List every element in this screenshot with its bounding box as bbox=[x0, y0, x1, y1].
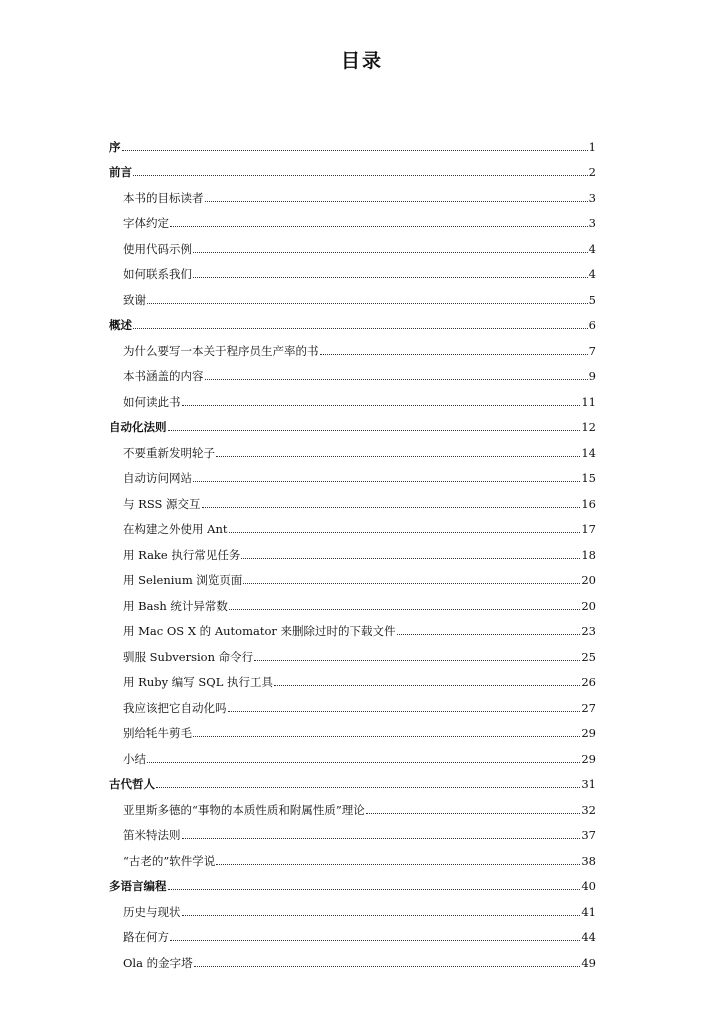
toc-page-number: 27 bbox=[581, 700, 596, 715]
toc-page-number: 37 bbox=[581, 828, 596, 842]
dot-leader bbox=[274, 684, 580, 686]
table-of-contents bbox=[109, 128, 596, 970]
dot-leader bbox=[147, 761, 580, 763]
toc-section-entry bbox=[109, 842, 596, 868]
toc-page-number: 4 bbox=[588, 267, 596, 281]
toc-page-number: 31 bbox=[581, 777, 596, 791]
toc-page-number: 23 bbox=[581, 624, 596, 638]
toc-page-number: 2 bbox=[588, 165, 596, 179]
toc-entry-label: 与 RSS 源交互 bbox=[123, 496, 201, 511]
toc-entry-label: 古代哲人 bbox=[109, 777, 155, 791]
toc-page-number: 9 bbox=[588, 369, 596, 383]
dot-leader bbox=[205, 200, 588, 202]
toc-entry-label: “古老的”软件学说 bbox=[123, 853, 216, 868]
toc-entry-label: 为什么要写一本关于程序员生产率的书 bbox=[123, 343, 319, 358]
toc-entry-label: 亚里斯多德的“事物的本质性质和附属性质”理论 bbox=[123, 802, 365, 817]
toc-chapter-entry bbox=[109, 409, 596, 435]
toc-chapter-entry bbox=[109, 868, 596, 894]
toc-entry-label: 使用代码示例 bbox=[123, 241, 192, 256]
toc-page-number: 38 bbox=[581, 853, 596, 868]
dot-leader bbox=[194, 965, 581, 967]
toc-section-entry bbox=[109, 230, 596, 256]
toc-entry-label: Ola 的金字塔 bbox=[123, 955, 193, 970]
toc-page-number: 5 bbox=[588, 292, 596, 307]
toc-section-entry bbox=[109, 715, 596, 741]
dot-leader bbox=[182, 914, 581, 916]
toc-section-entry bbox=[109, 689, 596, 715]
toc-entry-label: 序 bbox=[109, 139, 121, 154]
toc-section-entry bbox=[109, 511, 596, 537]
toc-section-entry bbox=[109, 587, 596, 613]
toc-entry-label: 不要重新发明轮子 bbox=[123, 445, 215, 460]
toc-page-number: 41 bbox=[581, 904, 596, 919]
toc-section-entry bbox=[109, 358, 596, 384]
toc-page-number: 32 bbox=[581, 802, 596, 817]
toc-page-number: 6 bbox=[588, 318, 596, 332]
dot-leader bbox=[241, 557, 580, 559]
toc-entry-label: 笛米特法则 bbox=[123, 828, 181, 842]
toc-section-entry bbox=[109, 485, 596, 511]
toc-page-number: 1 bbox=[588, 139, 596, 154]
dot-leader bbox=[168, 429, 581, 431]
toc-entry-label: 用 Rake 执行常见任务 bbox=[123, 547, 241, 562]
toc-section-entry bbox=[109, 256, 596, 282]
dot-leader bbox=[397, 633, 581, 635]
dot-leader bbox=[133, 327, 588, 329]
toc-entry-label: 用 Ruby 编写 SQL 执行工具 bbox=[123, 675, 273, 689]
toc-page-number: 29 bbox=[581, 726, 596, 740]
dot-leader bbox=[320, 353, 588, 355]
toc-entry-label: 路在何方 bbox=[123, 930, 169, 944]
toc-entry-label: 我应该把它自动化吗 bbox=[123, 700, 227, 715]
toc-page-number: 7 bbox=[588, 343, 596, 358]
toc-section-entry bbox=[109, 281, 596, 307]
toc-entry-label: 用 Selenium 浏览页面 bbox=[123, 573, 243, 587]
toc-page-number: 49 bbox=[581, 955, 596, 970]
dot-leader bbox=[193, 735, 580, 737]
toc-section-entry bbox=[109, 613, 596, 639]
toc-section-entry bbox=[109, 332, 596, 358]
dot-leader bbox=[170, 939, 580, 941]
toc-entry-label: 用 Bash 统计异常数 bbox=[123, 598, 228, 613]
toc-entry-label: 别给牦牛剪毛 bbox=[123, 726, 192, 740]
toc-section-entry bbox=[109, 536, 596, 562]
dot-leader bbox=[133, 174, 588, 176]
dot-leader bbox=[366, 812, 581, 814]
toc-page-number: 3 bbox=[588, 216, 596, 230]
toc-section-entry bbox=[109, 638, 596, 664]
dot-leader bbox=[216, 455, 580, 457]
dot-leader bbox=[229, 531, 581, 533]
toc-entry-label: 历史与现状 bbox=[123, 904, 181, 919]
toc-entry-label: 如何联系我们 bbox=[123, 267, 192, 281]
toc-entry-label: 致谢 bbox=[123, 292, 146, 307]
toc-page-number: 20 bbox=[581, 598, 596, 613]
toc-section-entry bbox=[109, 383, 596, 409]
toc-page-number: 15 bbox=[581, 471, 596, 485]
toc-page-number: 26 bbox=[581, 675, 596, 689]
dot-leader bbox=[193, 480, 580, 482]
toc-page-number: 16 bbox=[581, 496, 596, 511]
toc-chapter-entry bbox=[109, 154, 596, 180]
toc-page-number: 44 bbox=[581, 930, 596, 944]
dot-leader bbox=[193, 251, 588, 253]
toc-section-entry bbox=[109, 179, 596, 205]
toc-section-entry bbox=[109, 205, 596, 231]
dot-leader bbox=[229, 608, 580, 610]
dot-leader bbox=[243, 582, 580, 584]
toc-entry-label: 小结 bbox=[123, 751, 146, 766]
toc-entry-label: 在构建之外使用 Ant bbox=[123, 522, 228, 536]
dot-leader bbox=[170, 225, 588, 227]
dot-leader bbox=[205, 378, 588, 380]
toc-entry-label: 本书涵盖的内容 bbox=[123, 369, 204, 383]
dot-leader bbox=[182, 837, 581, 839]
dot-leader bbox=[202, 506, 581, 508]
page-title: 目录 bbox=[340, 50, 383, 72]
toc-section-entry bbox=[109, 740, 596, 766]
toc-entry-label: 前言 bbox=[109, 165, 132, 179]
toc-section-entry bbox=[109, 919, 596, 945]
toc-entry-label: 自动访问网站 bbox=[123, 471, 192, 485]
toc-page-number: 29 bbox=[581, 751, 596, 766]
toc-section-entry bbox=[109, 664, 596, 690]
toc-entry-label: 驯服 Subversion 命令行 bbox=[123, 649, 254, 664]
toc-chapter-entry bbox=[109, 128, 596, 154]
dot-leader bbox=[147, 302, 588, 304]
toc-page-number: 17 bbox=[581, 522, 596, 536]
toc-entry-label: 自动化法则 bbox=[109, 420, 167, 434]
toc-entry-label: 本书的目标读者 bbox=[123, 190, 204, 205]
toc-page-number: 14 bbox=[581, 445, 596, 460]
toc-section-entry bbox=[109, 817, 596, 843]
toc-page-number: 20 bbox=[581, 573, 596, 587]
dot-leader bbox=[182, 404, 581, 406]
toc-page-number: 25 bbox=[581, 649, 596, 664]
dot-leader bbox=[156, 786, 580, 788]
dot-leader bbox=[254, 659, 580, 661]
toc-page-number: 4 bbox=[588, 241, 596, 256]
toc-entry-label: 多语言编程 bbox=[109, 879, 167, 893]
toc-page-number: 40 bbox=[581, 879, 596, 893]
toc-section-entry bbox=[109, 562, 596, 588]
toc-entry-label: 字体约定 bbox=[123, 216, 169, 230]
toc-page-number: 12 bbox=[581, 420, 596, 434]
toc-page-number: 11 bbox=[581, 394, 596, 409]
toc-entry-label: 概述 bbox=[109, 318, 132, 332]
toc-page-number: 3 bbox=[588, 190, 596, 205]
toc-chapter-entry bbox=[109, 307, 596, 333]
dot-leader bbox=[216, 863, 580, 865]
toc-section-entry bbox=[109, 893, 596, 919]
toc-section-entry bbox=[109, 434, 596, 460]
toc-section-entry bbox=[109, 944, 596, 970]
dot-leader bbox=[228, 710, 581, 712]
toc-page-number: 18 bbox=[581, 547, 596, 562]
dot-leader bbox=[193, 276, 588, 278]
toc-entry-label: 如何读此书 bbox=[123, 394, 181, 409]
dot-leader bbox=[122, 149, 588, 151]
toc-section-entry bbox=[109, 791, 596, 817]
dot-leader bbox=[168, 888, 581, 890]
toc-entry-label: 用 Mac OS X 的 Automator 来删除过时的下载文件 bbox=[123, 624, 396, 638]
toc-section-entry bbox=[109, 460, 596, 486]
toc-chapter-entry bbox=[109, 766, 596, 792]
